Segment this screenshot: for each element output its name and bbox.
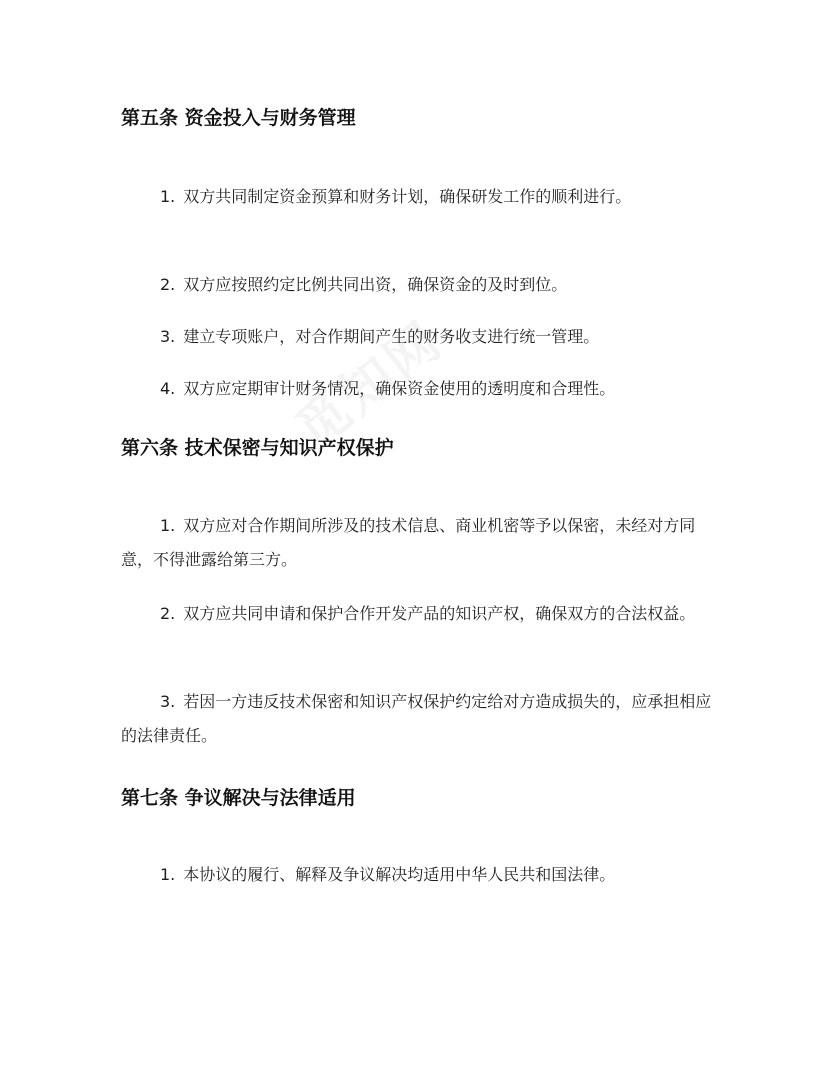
item-number: 1. <box>160 865 176 884</box>
section-5-heading: 第五条 资金投入与财务管理 <box>121 107 356 129</box>
section-5-item-3 <box>121 320 721 354</box>
item-text: 双方应对合作期间所涉及的技术信息、商业机密等予以保密，未经对方同意，不得泄露给第三方。 <box>121 516 696 569</box>
section-5-item-2 <box>121 268 721 302</box>
item-number: 3. <box>160 692 176 711</box>
item-text: 建立专项账户，对合作期间产生的财务收支进行统一管理。 <box>183 327 600 346</box>
item-number: 3. <box>160 327 176 346</box>
section-7-heading: 第七条 争议解决与法律适用 <box>121 787 356 809</box>
section-6-item-3 <box>121 685 721 753</box>
item-number: 2. <box>160 275 176 294</box>
item-text: 若因一方违反技术保密和知识产权保护约定给对方造成损失的，应承担相应的法律责任。 <box>121 692 712 745</box>
section-5-item-1 <box>121 180 721 214</box>
item-number: 1. <box>160 187 176 206</box>
section-6-item-2 <box>121 597 721 631</box>
section-7-item-1 <box>121 858 721 892</box>
item-text: 双方共同制定资金预算和财务计划，确保研发工作的顺利进行。 <box>183 187 632 206</box>
section-6-heading: 第六条 技术保密与知识产权保护 <box>121 437 394 459</box>
item-number: 2. <box>160 604 176 623</box>
section-5-item-4 <box>121 372 721 406</box>
item-number: 1. <box>160 516 176 535</box>
item-text: 双方应定期审计财务情况，确保资金使用的透明度和合理性。 <box>183 379 616 398</box>
item-number: 4. <box>160 379 176 398</box>
item-text: 本协议的履行、解释及争议解决均适用中华人民共和国法律。 <box>183 865 616 884</box>
item-text: 双方应共同申请和保护合作开发产品的知识产权，确保双方的合法权益。 <box>183 604 696 623</box>
item-text: 双方应按照约定比例共同出资，确保资金的及时到位。 <box>183 275 568 294</box>
section-6-item-1 <box>121 509 721 577</box>
